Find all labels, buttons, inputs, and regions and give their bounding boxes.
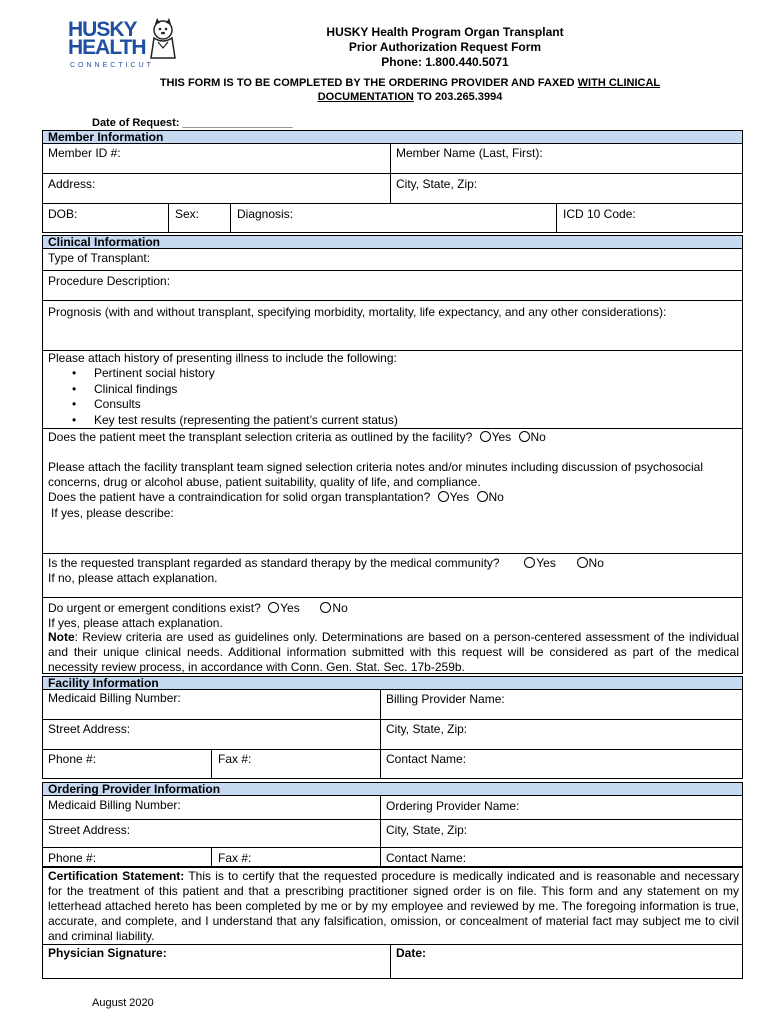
criteria-yes-radio[interactable] (480, 431, 491, 442)
procedure-description-field[interactable]: Procedure Description: (48, 274, 171, 288)
ordering-provider-name-field[interactable]: Ordering Provider Name: (386, 799, 520, 813)
member-city-field[interactable]: City, State, Zip: (396, 177, 478, 191)
standard-therapy-row (43, 556, 743, 570)
review-note: Note: Review criteria are used as guidelines only. Determinations are based on a person-centered assessment of the individual and their unique clinical needs. Additional information submitted with this request will be considered as part of the medical necessity review process, in accordance with Conn. Gen. Stat. Sec. 17b-259b. (48, 630, 739, 674)
criteria-no-label: No (530, 430, 546, 444)
list-item: • Clinical findings (94, 382, 398, 398)
ordering-billing-number-field[interactable]: Medicaid Billing Number: (48, 798, 181, 812)
certification-statement: Certification Statement: This is to certify that the requested procedure is medically indicated and is reasonable and necessary for the treatment of this patient and that a prescribing practitioner signed order is on file. This form and any statement on my letterhead attached hereto has been completed by me or by my employee and reviewed by me. The foregoing information is true, accurate, and complete, and I understand that any falsification, omission, or concealment of material fact may subject me to civil and criminal liability. (48, 869, 740, 943)
contra-yes-radio[interactable] (438, 491, 449, 502)
attach-history-text: Please attach history of presenting illness to include the following: (48, 351, 397, 365)
criteria-yes-label: Yes (491, 430, 512, 444)
standard-therapy-explanation: If no, please attach explanation. (48, 571, 218, 585)
ordering-contact-field[interactable]: Contact Name: (386, 851, 467, 865)
dob-field[interactable]: DOB: (48, 207, 78, 221)
member-section-header: Member Information (42, 130, 743, 144)
logo-line1: HUSKY (68, 18, 137, 41)
diagnosis-field[interactable]: Diagnosis: (237, 207, 294, 221)
husky-mascot-icon (146, 18, 180, 60)
standard-therapy-question: Is the requested transplant regarded as standard therapy by the medical community? (48, 556, 500, 570)
criteria-no-radio[interactable] (519, 431, 530, 442)
footer-date: August 2020 (92, 997, 154, 1009)
urgent-yes-label: Yes (280, 601, 300, 615)
date-of-request[interactable]: Date of Request: __________________ (92, 117, 293, 129)
signature-date-field[interactable]: Date: (396, 946, 427, 960)
contraindication-describe-field[interactable]: If yes, please describe: (51, 506, 174, 520)
member-address-field[interactable]: Address: (48, 177, 96, 191)
facility-section-header: Facility Information (42, 676, 743, 690)
list-item: • Pertinent social history (94, 366, 398, 382)
ordering-section-header: Ordering Provider Information (42, 782, 743, 796)
icd-code-field[interactable]: ICD 10 Code: (563, 207, 636, 221)
physician-signature-field[interactable]: Physician Signature: (48, 946, 167, 960)
standard-yes-label: Yes (536, 556, 556, 570)
urgent-question: Do urgent or emergent conditions exist? (48, 601, 261, 615)
form-instruction: THIS FORM IS TO BE COMPLETED BY THE ORDERING PROVIDER AND FAXED WITH CLINICAL DOCUMENTATION TO 203.265.3994 (159, 77, 661, 103)
urgent-no-radio[interactable] (320, 602, 331, 613)
logo-line3: CONNECTICUT (70, 62, 154, 69)
facility-fax-field[interactable]: Fax #: (218, 752, 252, 766)
ordering-phone-field[interactable]: Phone #: (48, 851, 97, 865)
logo-line2: HEALTH (68, 36, 146, 59)
contra-yes-label: Yes (449, 490, 470, 504)
member-name-field[interactable]: Member Name (Last, First): (396, 146, 543, 160)
facility-city-field[interactable]: City, State, Zip: (386, 722, 468, 736)
facility-contact-field[interactable]: Contact Name: (386, 752, 467, 766)
urgent-explanation: If yes, please attach explanation. (48, 616, 223, 630)
criteria-question-row (43, 430, 743, 444)
facility-billing-name-field[interactable]: Billing Provider Name: (386, 692, 505, 706)
facility-phone-field[interactable]: Phone #: (48, 752, 97, 766)
criteria-question: Does the patient meet the transplant selection criteria as outlined by the facility? (48, 430, 473, 444)
attach-team-text: Please attach the facility transplant team signed selection criteria notes and/or minutes including discussion of psychosocial concerns, drug or alcohol abuse, patient suitability, quality of life, and compliance. (48, 460, 704, 489)
contra-no-radio[interactable] (477, 491, 488, 502)
sex-field[interactable]: Sex: (175, 207, 200, 221)
contraindication-question: Does the patient have a contraindication for solid organ transplantation? (48, 490, 431, 504)
contra-no-label: No (488, 490, 504, 504)
husky-health-logo (68, 18, 178, 76)
facility-billing-number-field[interactable]: Medicaid Billing Number: (48, 691, 181, 705)
standard-no-label: No (588, 556, 604, 570)
urgent-row (43, 601, 743, 615)
history-bullet-list (94, 366, 398, 428)
prognosis-field[interactable]: Prognosis (with and without transplant, specifying morbidity, mortality, life expectancy, and any other considerations): (48, 305, 667, 319)
facility-street-field[interactable]: Street Address: (48, 722, 131, 736)
member-id-field[interactable]: Member ID #: (48, 146, 121, 160)
transplant-type-field[interactable]: Type of Transplant: (48, 251, 151, 265)
urgent-no-label: No (332, 601, 348, 615)
form-phone: Phone: 1.800.440.5071 (381, 55, 509, 69)
list-item: • Consults (94, 397, 398, 413)
urgent-yes-radio[interactable] (268, 602, 279, 613)
ordering-city-field[interactable]: City, State, Zip: (386, 823, 468, 837)
contraindication-row (43, 490, 743, 504)
ordering-fax-field[interactable]: Fax #: (218, 851, 252, 865)
form-title: HUSKY Health Program Organ Transplant (326, 25, 564, 39)
standard-yes-radio[interactable] (524, 557, 535, 568)
list-item: • Key test results (representing the patient’s current status) (94, 413, 398, 429)
clinical-section-header: Clinical Information (42, 235, 743, 249)
ordering-street-field[interactable]: Street Address: (48, 823, 131, 837)
form-subtitle: Prior Authorization Request Form (348, 40, 542, 54)
standard-no-radio[interactable] (577, 557, 588, 568)
